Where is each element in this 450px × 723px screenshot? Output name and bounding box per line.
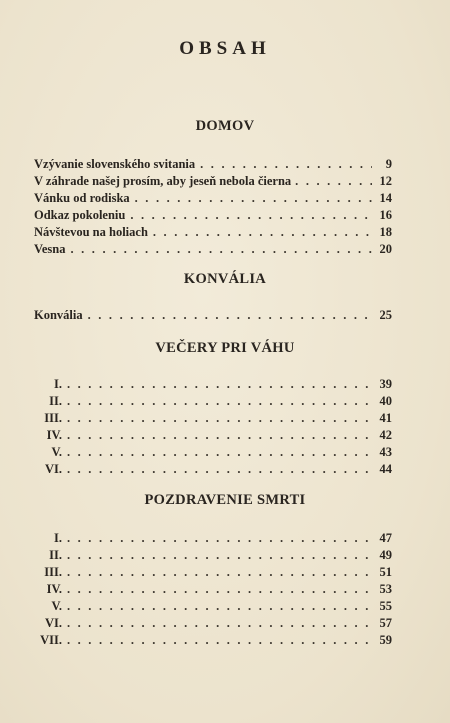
leader-dots xyxy=(71,241,373,257)
toc-entry-title: Vesna xyxy=(34,242,66,256)
toc-entry-title: Návštevou na holiach xyxy=(34,225,148,239)
leader-dots xyxy=(67,410,372,426)
toc-entry xyxy=(34,564,392,580)
toc-entry-title: V. xyxy=(51,445,62,459)
leader-dots xyxy=(67,581,372,597)
leader-dots xyxy=(295,173,372,189)
toc-entry-title: VI. xyxy=(44,462,62,476)
toc-entry-page: 25 xyxy=(379,308,392,322)
leader-dots xyxy=(88,307,372,323)
toc-entry-title: V záhrade našej prosím, aby jeseň nebola čierna xyxy=(34,174,292,188)
section-heading-vecery-pri-vahu: VEČERY PRI VÁHU xyxy=(155,340,295,356)
leader-dots xyxy=(67,615,372,631)
leader-dots xyxy=(200,156,372,172)
toc-entry xyxy=(34,156,392,172)
toc-entry-page: 16 xyxy=(379,208,392,222)
toc-entry xyxy=(34,307,392,323)
toc-entry-page: 44 xyxy=(379,462,392,476)
toc-entry-page: 55 xyxy=(379,599,392,613)
leader-dots xyxy=(67,530,372,546)
toc-entry-page: 18 xyxy=(379,225,392,239)
leader-dots xyxy=(67,376,372,392)
toc-entry xyxy=(34,632,392,648)
toc-entry-title: II. xyxy=(49,394,62,408)
leader-dots xyxy=(67,427,372,443)
toc-entry xyxy=(34,224,392,240)
toc-entry-page: 53 xyxy=(379,582,392,596)
leader-dots xyxy=(67,547,372,563)
toc-entry xyxy=(34,547,392,563)
toc-entry-title: Vzývanie slovenského svitania xyxy=(34,157,196,171)
toc-entry-title: Vánku od rodiska xyxy=(34,191,130,205)
leader-dots xyxy=(67,393,372,409)
section-heading-pozdravenie-smrti: POZDRAVENIE SMRTI xyxy=(144,492,306,508)
toc-entry xyxy=(34,410,392,426)
toc-entry xyxy=(34,427,392,443)
toc-entry-page: 12 xyxy=(379,174,392,188)
toc-entry-title: III. xyxy=(44,565,62,579)
toc-entry-title: Odkaz pokoleniu xyxy=(34,208,126,222)
toc-entry xyxy=(34,190,392,206)
toc-entry xyxy=(34,615,392,631)
leader-dots xyxy=(67,461,372,477)
toc-entry xyxy=(34,444,392,460)
toc-entry-title: V. xyxy=(51,599,62,613)
toc-entry-page: 40 xyxy=(379,394,392,408)
leader-dots xyxy=(67,564,372,580)
leader-dots xyxy=(67,598,372,614)
toc-entry-page: 14 xyxy=(379,191,392,205)
toc-entry-title: VII. xyxy=(40,633,62,647)
page-title: OBSAH xyxy=(179,38,271,59)
toc-entry-page: 9 xyxy=(385,157,392,171)
toc-entry xyxy=(34,598,392,614)
toc-entry-title: IV. xyxy=(46,428,62,442)
leader-dots xyxy=(67,444,372,460)
toc-entry xyxy=(34,241,392,257)
toc-entry-title: III. xyxy=(44,411,62,425)
toc-entry-page: 59 xyxy=(379,633,392,647)
toc-entry xyxy=(34,581,392,597)
toc-entry-title: Konvália xyxy=(34,308,83,322)
toc-entry-page: 51 xyxy=(379,565,392,579)
toc-entry-title: I. xyxy=(54,531,62,545)
leader-dots xyxy=(67,632,372,648)
leader-dots xyxy=(153,224,372,240)
leader-dots xyxy=(130,207,372,223)
section-heading-konvalia: KONVÁLIA xyxy=(183,271,267,287)
toc-entry xyxy=(34,461,392,477)
toc-entry xyxy=(34,376,392,392)
toc-entry xyxy=(34,530,392,546)
toc-entry-page: 39 xyxy=(379,377,392,391)
section-heading-domov: DOMOV xyxy=(195,118,255,134)
toc-entry xyxy=(34,393,392,409)
toc-entry xyxy=(34,207,392,223)
toc-entry-page: 43 xyxy=(379,445,392,459)
toc-entry-page: 47 xyxy=(379,531,392,545)
toc-entry-title: VI. xyxy=(44,616,62,630)
toc-entry-page: 20 xyxy=(379,242,392,256)
toc-entry-title: II. xyxy=(49,548,62,562)
toc-entry xyxy=(34,173,392,189)
toc-entry-page: 41 xyxy=(379,411,392,425)
toc-entry-page: 42 xyxy=(379,428,392,442)
toc-entry-title: I. xyxy=(54,377,62,391)
toc-entry-page: 49 xyxy=(379,548,392,562)
toc-entry-page: 57 xyxy=(379,616,392,630)
leader-dots xyxy=(135,190,372,206)
toc-entry-title: IV. xyxy=(46,582,62,596)
